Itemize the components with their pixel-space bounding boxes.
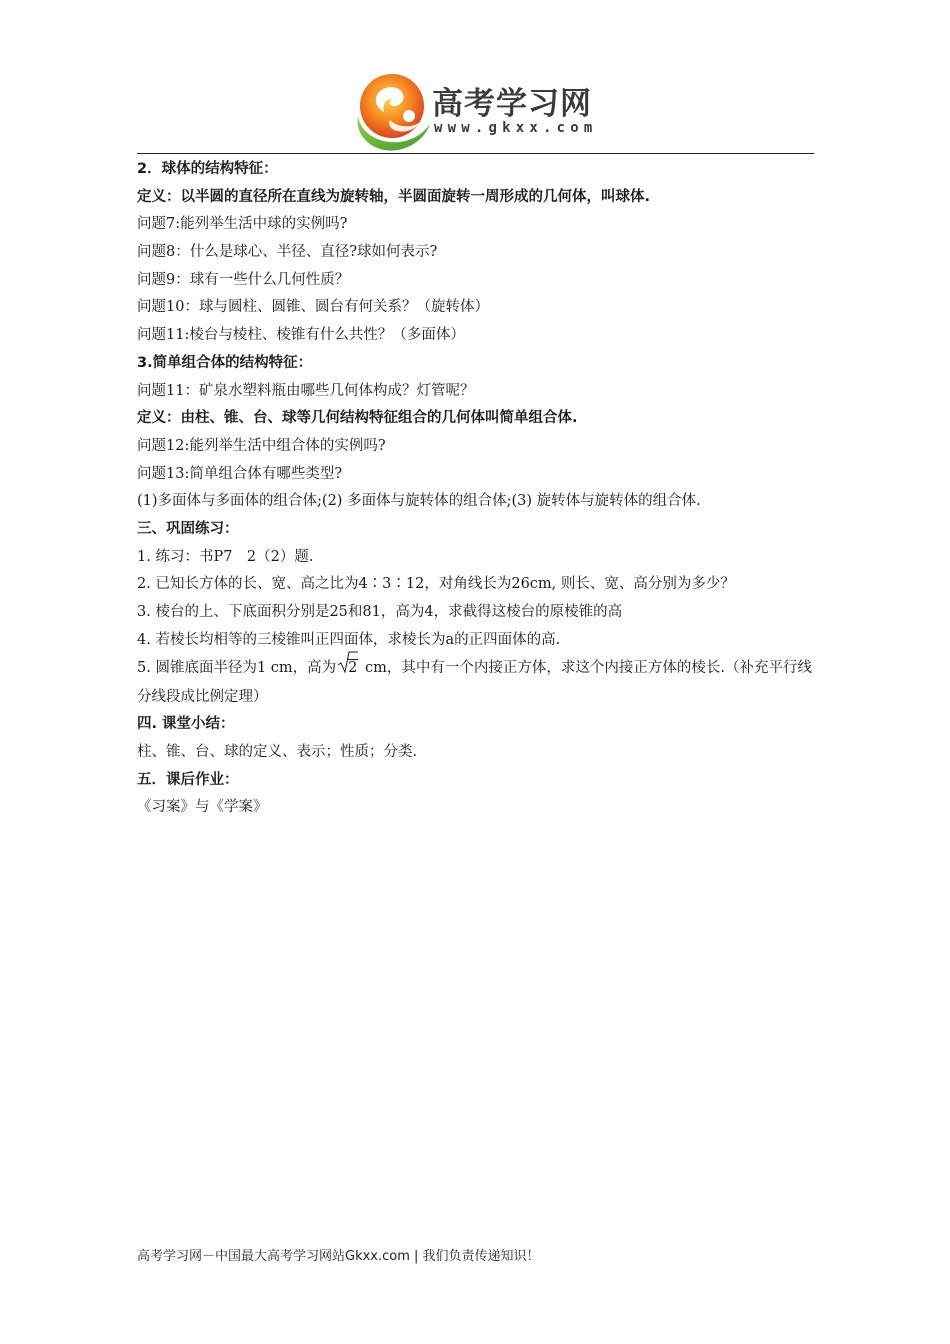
square-root xyxy=(338,654,358,683)
exercise-2: 2. 已知长方体的长、宽、高之比为4∶3∶12，对角线长为26cm, 则长、宽、高分别为多少？ xyxy=(137,576,735,593)
question-10: 问题10：球与圆柱、圆锥、圆台有何关系？（旋转体） xyxy=(137,299,489,316)
composite-types: (1)多面体与多面体的组合体;(2) 多面体与旋转体的组合体;(3) 旋转体与旋转体的组合体. xyxy=(137,493,701,510)
question-11-frustum: 问题11:棱台与棱柱、棱锥有什么共性？（多面体） xyxy=(137,327,465,344)
logo-title: 高考学习网 xyxy=(432,86,592,122)
exercise-5-start: 5. 圆锥底面半径为1 cm，高为 xyxy=(137,660,337,677)
exercise-1: 1. 练习：书P7 2（2）题. xyxy=(137,548,314,565)
question-7: 问题7:能列举生活中球的实例吗? xyxy=(137,216,348,233)
definition-sphere: 定义：以半圆的直径所在直线为旋转轴，半圆面旋转一周形成的几何体，叫球体. xyxy=(137,188,651,205)
homework-text: 《习案》与《学案》 xyxy=(137,799,268,816)
heading-sphere-structure: 2．球体的结构特征： xyxy=(137,161,278,177)
heading-summary: 四. 课堂小结： xyxy=(137,716,235,733)
sqrt-sign-icon xyxy=(338,651,358,675)
page-footer: 高考学习网－中国最大高考学习网站Gkxx.com | 我们负责传递知识！ xyxy=(137,1249,540,1264)
page-header xyxy=(0,0,950,155)
question-8: 问题8：什么是球心、半径、直径?球如何表示? xyxy=(137,244,438,261)
question-12: 问题12:能列举生活中组合体的实例吗? xyxy=(137,437,386,454)
exercise-5 xyxy=(137,654,817,711)
exercise-4: 4. 若棱长均相等的三棱锥叫正四面体，求棱长为a的正四面体的高. xyxy=(137,631,561,648)
question-11-bottle: 问题11：矿泉水塑料瓶由哪些几何体构成？灯管呢？ xyxy=(137,382,475,399)
exercise-5-end: cm，其中有一个内接正方体，求这个内接正方体的棱长.（补充平行线分线段成比例定理） xyxy=(137,660,812,705)
logo-url: www.gkxx.com xyxy=(434,120,598,136)
site-logo[interactable] xyxy=(346,66,616,154)
heading-composite-structure: 3.简单组合体的结构特征： xyxy=(137,354,313,371)
exercise-3: 3. 棱台的上、下底面积分别是25和81，高为4，求截得这棱台的原棱锥的高 xyxy=(137,604,623,620)
logo-emblem-icon xyxy=(346,66,436,154)
document-body xyxy=(137,156,817,822)
heading-practice: 三、巩固练习： xyxy=(137,520,239,537)
definition-composite: 定义：由柱、锥、台、球等几何结构特征组合的几何体叫简单组合体. xyxy=(137,410,578,427)
sqrt-radicand: 2 xyxy=(348,660,358,677)
question-9: 问题9：球有一些什么几何性质？ xyxy=(137,271,350,288)
header-divider xyxy=(137,153,814,154)
question-13: 问题13:简单组合体有哪些类型? xyxy=(137,465,343,482)
heading-homework: 五．课后作业： xyxy=(137,771,239,788)
summary-text: 柱、锥、台、球的定义、表示；性质；分类. xyxy=(137,744,418,761)
